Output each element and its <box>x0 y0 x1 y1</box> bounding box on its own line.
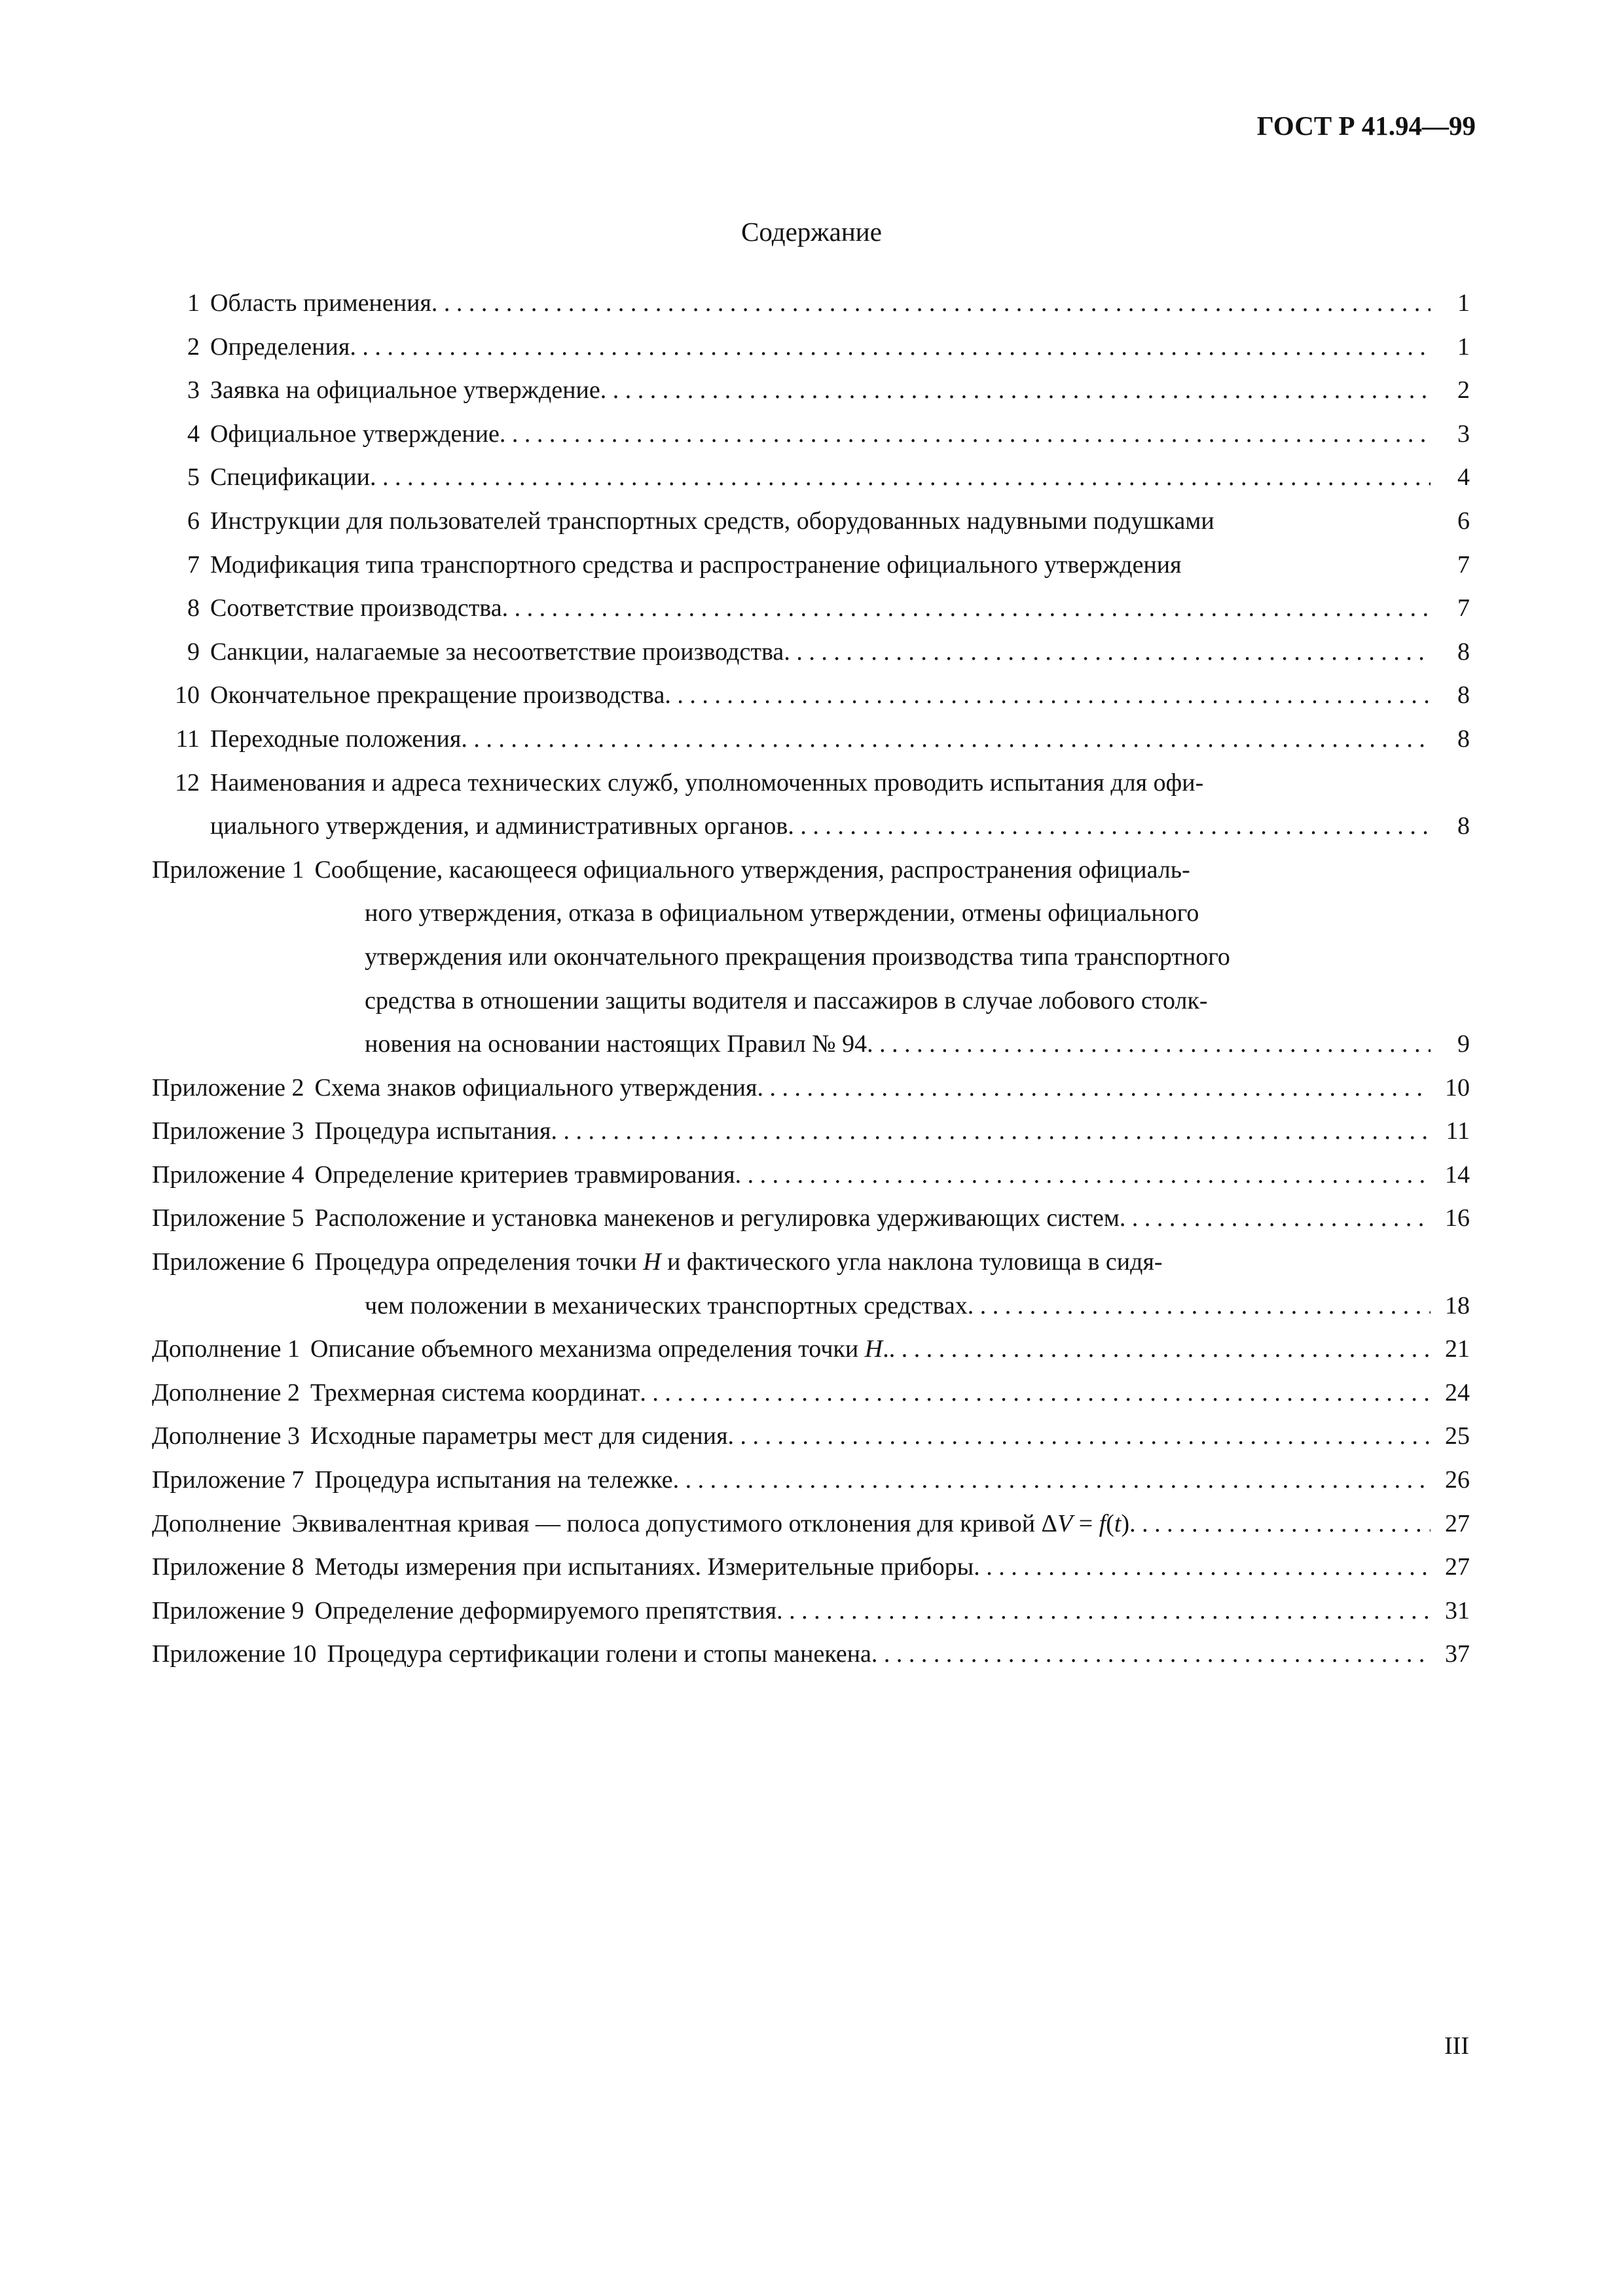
toc-label: Исходные параметры мест для сидения <box>310 1422 728 1450</box>
toc-annex-3[interactable] <box>152 1109 1470 1153</box>
toc-number: 7 <box>187 550 200 579</box>
toc-page: 1 <box>1457 289 1470 317</box>
toc-label: Процедура сертификации голени и стопы манекена <box>327 1640 871 1668</box>
toc-annex-8[interactable] <box>152 1545 1470 1589</box>
toc-entry-12[interactable] <box>154 761 1470 805</box>
toc-page: 10 <box>1445 1073 1470 1102</box>
toc-page: 21 <box>1445 1335 1470 1363</box>
toc-entry-3[interactable] <box>154 368 1470 412</box>
toc-annex-2[interactable] <box>152 1066 1470 1110</box>
dot-leader <box>784 630 1431 674</box>
toc-page: 16 <box>1445 1204 1470 1232</box>
annex-prefix: Приложение 5 <box>152 1204 304 1232</box>
dot-leader <box>735 1153 1431 1197</box>
annex-prefix: Приложение 1 <box>152 855 304 884</box>
toc-entry-2[interactable] <box>154 325 1470 369</box>
page-title: Содержание <box>741 217 882 247</box>
annex-prefix: Приложение 6 <box>152 1248 304 1276</box>
toc-label: Эквивалентная кривая — полоса допустимого отклонения для кривой ΔV = f(t) <box>291 1509 1130 1537</box>
toc-page: 4 <box>1457 463 1470 492</box>
toc-label: Определения <box>210 332 350 361</box>
toc-label: Модификация типа транспортного средства и распространение официального утверждения <box>210 550 1182 579</box>
toc-page: 8 <box>1457 681 1470 709</box>
toc-label: Область применения <box>210 289 431 317</box>
table-of-contents <box>154 281 1470 1676</box>
annex-prefix: Приложение 8 <box>152 1553 304 1581</box>
toc-number: 1 <box>187 289 200 317</box>
annex-prefix: Приложение 7 <box>152 1466 304 1494</box>
dot-leader <box>600 368 1431 412</box>
toc-entry-9[interactable] <box>154 630 1470 674</box>
toc-label: Процедура испытания <box>314 1117 551 1145</box>
toc-page: 7 <box>1457 594 1470 622</box>
toc-number: 2 <box>187 332 200 361</box>
toc-label: Заявка на официальное утверждение <box>210 376 600 404</box>
toc-number: 3 <box>187 376 200 404</box>
toc-supplement-2[interactable] <box>152 1371 1470 1415</box>
toc-entry-1[interactable] <box>154 281 1470 325</box>
toc-annex-4[interactable] <box>152 1153 1470 1197</box>
dot-leader <box>502 586 1431 630</box>
dot-leader <box>551 1109 1431 1153</box>
dot-leader <box>1120 1196 1431 1240</box>
toc-label: Описание объемного механизма определения точки H. <box>310 1335 889 1363</box>
toc-label: Расположение и установка манекенов и регулировка удерживающих систем <box>314 1204 1120 1232</box>
toc-entry-10[interactable] <box>154 673 1470 717</box>
toc-number: 6 <box>187 507 200 535</box>
toc-annex-5[interactable] <box>152 1196 1470 1240</box>
toc-supplement-1[interactable] <box>152 1327 1470 1371</box>
dot-leader <box>968 1284 1431 1328</box>
toc-supplement[interactable] <box>152 1502 1470 1546</box>
toc-label: Схема знаков официального утверждения <box>314 1073 757 1102</box>
toc-page: 6 <box>1457 507 1470 535</box>
toc-label: Определение деформируемого препятствия <box>314 1596 777 1624</box>
toc-page: 11 <box>1446 1117 1470 1145</box>
toc-entry-8[interactable] <box>154 586 1470 630</box>
toc-page: 7 <box>1457 550 1470 579</box>
toc-entry-7[interactable] <box>154 543 1470 587</box>
toc-supplement-3[interactable] <box>152 1414 1470 1458</box>
toc-number: 12 <box>175 768 200 797</box>
toc-label: Процедура испытания на тележке <box>314 1466 673 1494</box>
toc-annex-6[interactable] <box>152 1240 1470 1284</box>
toc-label: Окончательное прекращение производства <box>210 681 665 709</box>
toc-number: 8 <box>187 594 200 622</box>
dot-leader <box>728 1414 1431 1458</box>
toc-entry-5[interactable] <box>154 456 1470 499</box>
toc-page: 2 <box>1457 376 1470 404</box>
dot-leader <box>461 717 1431 761</box>
toc-label: Определение критериев травмирования <box>314 1160 735 1189</box>
toc-annex-6-cont: чем положении в механических транспортных средствах . . . 18 <box>154 1284 1470 1328</box>
toc-annex-1-cont: ного утверждения, отказа в официальном утверждении, отмены официального <box>365 899 1199 927</box>
annex-prefix: Дополнение 1 <box>152 1335 300 1363</box>
toc-number: 9 <box>187 637 200 666</box>
dot-leader <box>640 1371 1431 1415</box>
annex-prefix: Дополнение 2 <box>152 1378 300 1407</box>
toc-annex-10[interactable] <box>152 1632 1470 1676</box>
toc-label: Сообщение, касающееся официального утверждения, распространения официаль- <box>314 855 1190 884</box>
toc-number: 5 <box>187 463 200 492</box>
toc-label: Спецификации <box>210 463 370 492</box>
document-id: ГОСТ Р 41.94—99 <box>1256 111 1476 141</box>
toc-label: циального утверждения, и административных органов <box>210 812 788 840</box>
toc-page: 8 <box>1457 637 1470 666</box>
dot-leader <box>974 1545 1431 1589</box>
toc-page: 8 <box>1457 812 1470 840</box>
toc-page: 26 <box>1445 1466 1470 1494</box>
toc-page: 14 <box>1445 1160 1470 1189</box>
dot-leader <box>673 1458 1431 1502</box>
annex-prefix: Приложение 2 <box>152 1073 304 1102</box>
toc-label: Методы измерения при испытаниях. Измерительные приборы <box>314 1553 974 1581</box>
dot-leader <box>788 804 1431 848</box>
toc-page: 27 <box>1445 1553 1470 1581</box>
toc-page: 37 <box>1445 1640 1470 1668</box>
dot-leader <box>871 1632 1431 1676</box>
annex-prefix: Дополнение 3 <box>152 1422 300 1450</box>
annex-prefix: Приложение 3 <box>152 1117 304 1145</box>
toc-annex-1-cont: средства в отношении защиты водителя и пассажиров в случае лобового столк- <box>365 986 1208 1014</box>
toc-page: 18 <box>1445 1291 1470 1319</box>
dot-leader <box>867 1022 1431 1066</box>
toc-label: Трехмерная система координат <box>310 1378 640 1407</box>
toc-page: 27 <box>1445 1509 1470 1537</box>
toc-page: 1 <box>1457 332 1470 361</box>
toc-entry-6[interactable] <box>154 499 1470 543</box>
toc-label: Инструкции для пользователей транспортных средств, оборудованных надувными подушками <box>210 507 1214 535</box>
toc-entry-11[interactable] <box>154 717 1470 761</box>
annex-prefix: Приложение 4 <box>152 1160 304 1189</box>
toc-entry-12-cont[interactable] <box>154 804 1470 848</box>
dot-leader <box>500 412 1431 456</box>
dot-leader <box>757 1066 1431 1110</box>
toc-page: 31 <box>1445 1596 1470 1624</box>
toc-annex-1-cont: новения на основании настоящих Правил № 94 . . . 9 <box>154 1022 1470 1066</box>
toc-page: 8 <box>1457 725 1470 753</box>
dot-leader <box>776 1589 1431 1633</box>
toc-annex-7[interactable] <box>152 1458 1470 1502</box>
toc-page: 24 <box>1445 1378 1470 1407</box>
annex-prefix: Приложение 10 <box>152 1640 317 1668</box>
toc-number: 11 <box>175 725 200 753</box>
toc-annex-1[interactable] <box>152 848 1470 892</box>
annex-prefix: Дополнение <box>152 1509 282 1537</box>
toc-label: Наименования и адреса технических служб, уполномоченных проводить испытания для офи- <box>210 768 1204 797</box>
dot-leader <box>1129 1502 1431 1546</box>
toc-page: 9 <box>1457 1030 1470 1058</box>
dot-leader <box>370 456 1431 499</box>
dot-leader <box>665 673 1431 717</box>
toc-label: Официальное утверждение <box>210 420 500 448</box>
toc-label: Переходные положения <box>210 725 462 753</box>
toc-entry-4[interactable] <box>154 412 1470 456</box>
toc-number: 4 <box>187 420 200 448</box>
toc-page: 3 <box>1457 420 1470 448</box>
toc-annex-1-cont: утверждения или окончательного прекращения производства типа транспортного <box>365 942 1230 971</box>
toc-label: Соответствие производства <box>210 594 502 622</box>
dot-leader <box>350 325 1431 369</box>
toc-label: Процедура определения точки H и фактического угла наклона туловища в сидя- <box>314 1248 1163 1276</box>
toc-page: 25 <box>1445 1422 1470 1450</box>
page-number: III <box>1444 2032 1469 2060</box>
toc-number: 10 <box>175 681 200 709</box>
toc-label: Санкции, налагаемые за несоответствие производства <box>210 637 784 666</box>
dot-leader <box>431 281 1431 325</box>
toc-annex-9[interactable] <box>152 1589 1470 1633</box>
dot-leader <box>889 1327 1431 1371</box>
annex-prefix: Приложение 9 <box>152 1596 304 1624</box>
